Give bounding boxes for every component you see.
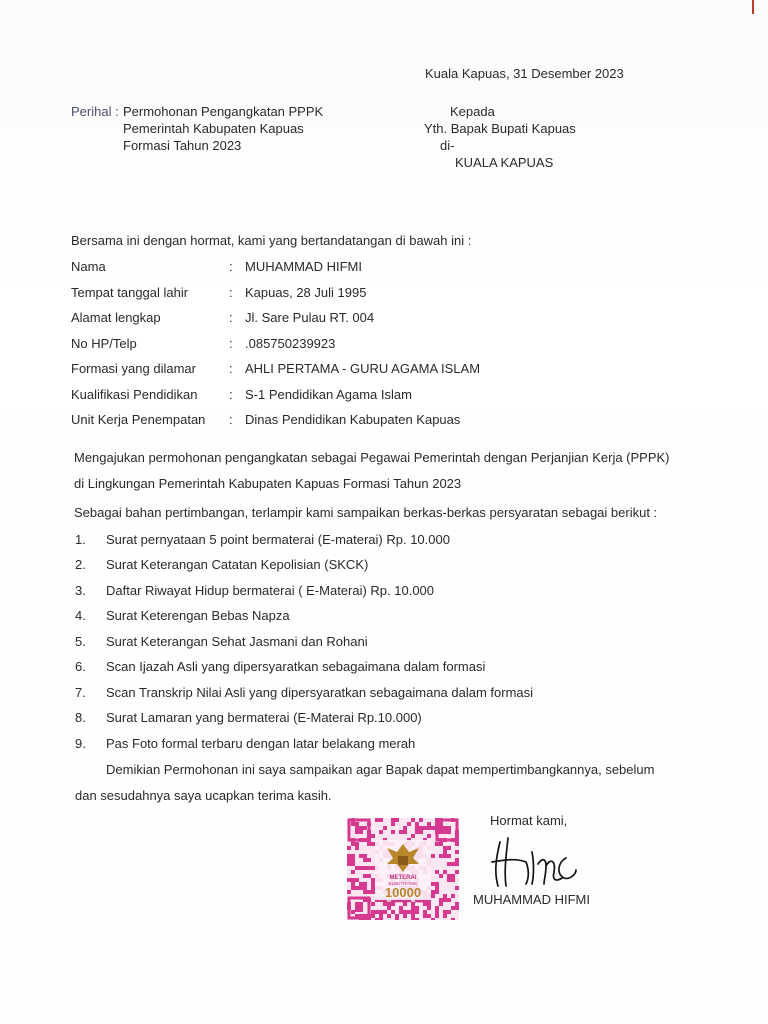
recipient-di: di- (440, 138, 455, 153)
identity-value: .085750239923 (245, 336, 336, 351)
identity-label: Formasi yang dilamar (71, 361, 196, 376)
signature-salutation: Hormat kami, (490, 813, 568, 828)
place-date: Kuala Kapuas, 31 Desember 2023 (425, 66, 624, 81)
recipient-city: KUALA KAPUAS (455, 155, 554, 170)
identity-label: Alamat lengkap (71, 310, 161, 325)
identity-row-unit (71, 412, 671, 430)
identity-colon: : (229, 412, 233, 427)
recipient-yth: Yth. Bapak Bupati Kapuas (424, 121, 576, 136)
identity-colon: : (229, 336, 233, 351)
attachment-text: Surat Keterangan Sehat Jasmani dan Rohani (106, 634, 368, 649)
attachment-number: 5. (75, 634, 86, 649)
attachment-text: Pas Foto formal terbaru dengan latar belakang merah (106, 736, 416, 751)
closing-line-1: Demikian Permohonan ini saya sampaikan agar Bapak dapat mempertimbangkannya, sebelum (106, 762, 655, 777)
attachment-text: Surat Keterengan Bebas Napza (106, 608, 290, 623)
attachment-text: Daftar Riwayat Hidup bermaterai ( E-Materai) Rp. 10.000 (106, 583, 435, 598)
perihal-line-1: Permohonan Pengangkatan PPPK (123, 104, 324, 119)
stamp-word-2: ELEKTRONIK (388, 881, 418, 886)
request-line-1: Mengajukan permohonan pengangkatan sebagai Pegawai Pemerintah dengan Perjanjian Kerja (PPPK) (74, 450, 670, 465)
identity-value: S-1 Pendidikan Agama Islam (245, 387, 412, 402)
attachment-text: Surat pernyataan 5 point bermaterai (E-materai) Rp. 10.000 (106, 532, 450, 547)
attachment-text: Scan Transkrip Nilai Asli yang dipersyaratkan sebagaimana dalam formasi (106, 685, 534, 700)
identity-colon: : (229, 285, 233, 300)
perihal-line-3: Formasi Tahun 2023 (123, 138, 242, 153)
attachment-number: 9. (75, 736, 86, 751)
attachment-text: Surat Lamaran yang bermaterai (E-Materai Rp.10.000) (106, 710, 422, 725)
identity-colon: : (229, 259, 233, 274)
perihal-label (71, 104, 119, 120)
identity-colon: : (229, 310, 233, 325)
closing-line-2: dan sesudahnya saya ucapkan terima kasih. (75, 788, 332, 803)
identity-value: Jl. Sare Pulau RT. 004 (245, 310, 375, 325)
identity-value: MUHAMMAD HIFMI (245, 259, 362, 274)
identity-colon: : (229, 361, 233, 376)
request-line-2: di Lingkungan Pemerintah Kabupaten Kapuas Formasi Tahun 2023 (74, 476, 462, 491)
attachment-text: Surat Keterangan Catatan Kepolisian (SKCK) (106, 557, 369, 572)
identity-row-kualifikasi (71, 387, 671, 405)
identity-row-hp (71, 336, 671, 354)
attachment-number: 2. (75, 557, 86, 572)
attachment-number: 1. (75, 532, 86, 547)
recipient-kepada: Kepada (450, 104, 495, 119)
attachment-number: 6. (75, 659, 86, 674)
attachment-number: 7. (75, 685, 86, 700)
identity-label: Kualifikasi Pendidikan (71, 387, 198, 402)
attachment-number: 8. (75, 710, 86, 725)
attachment-number: 3. (75, 583, 86, 598)
signer-name: MUHAMMAD HIFMI (473, 892, 590, 907)
identity-colon: : (229, 387, 233, 402)
edge-mark (752, 0, 754, 14)
intro-text: Bersama ini dengan hormat, kami yang bertandatangan di bawah ini : (71, 233, 472, 248)
stamp-word-1: METERAI (389, 875, 417, 881)
handwritten-signature (486, 832, 578, 890)
identity-label: No HP/Telp (71, 336, 137, 351)
attachment-number: 4. (75, 608, 86, 623)
identity-row-nama (71, 259, 671, 277)
attachment-text: Scan Ijazah Asli yang dipersyaratkan sebagaimana dalam formasi (106, 659, 486, 674)
perihal-label-text: Perihal (71, 104, 112, 119)
stamp-amount: 10000 (384, 885, 422, 900)
identity-value: Dinas Pendidikan Kabupaten Kapuas (245, 412, 461, 427)
identity-row-formasi (71, 361, 671, 379)
perihal-line-2: Pemerintah Kabupaten Kapuas (123, 121, 304, 136)
identity-label: Tempat tanggal lahir (71, 285, 189, 300)
identity-value: Kapuas, 28 Juli 1995 (245, 285, 367, 300)
identity-value: AHLI PERTAMA - GURU AGAMA ISLAM (245, 361, 481, 376)
e-meterai-stamp (347, 818, 459, 920)
stamp-small-text: SEPULUH RIBU RUPIAH (382, 900, 424, 904)
identity-row-alamat (71, 310, 671, 328)
perihal-colon: : (115, 104, 119, 119)
identity-label: Unit Kerja Penempatan (71, 412, 206, 427)
identity-row-ttl (71, 285, 671, 303)
identity-label: Nama (71, 259, 106, 274)
attachments-intro: Sebagai bahan pertimbangan, terlampir kami sampaikan berkas-berkas persyaratan sebagai berikut : (74, 505, 658, 520)
